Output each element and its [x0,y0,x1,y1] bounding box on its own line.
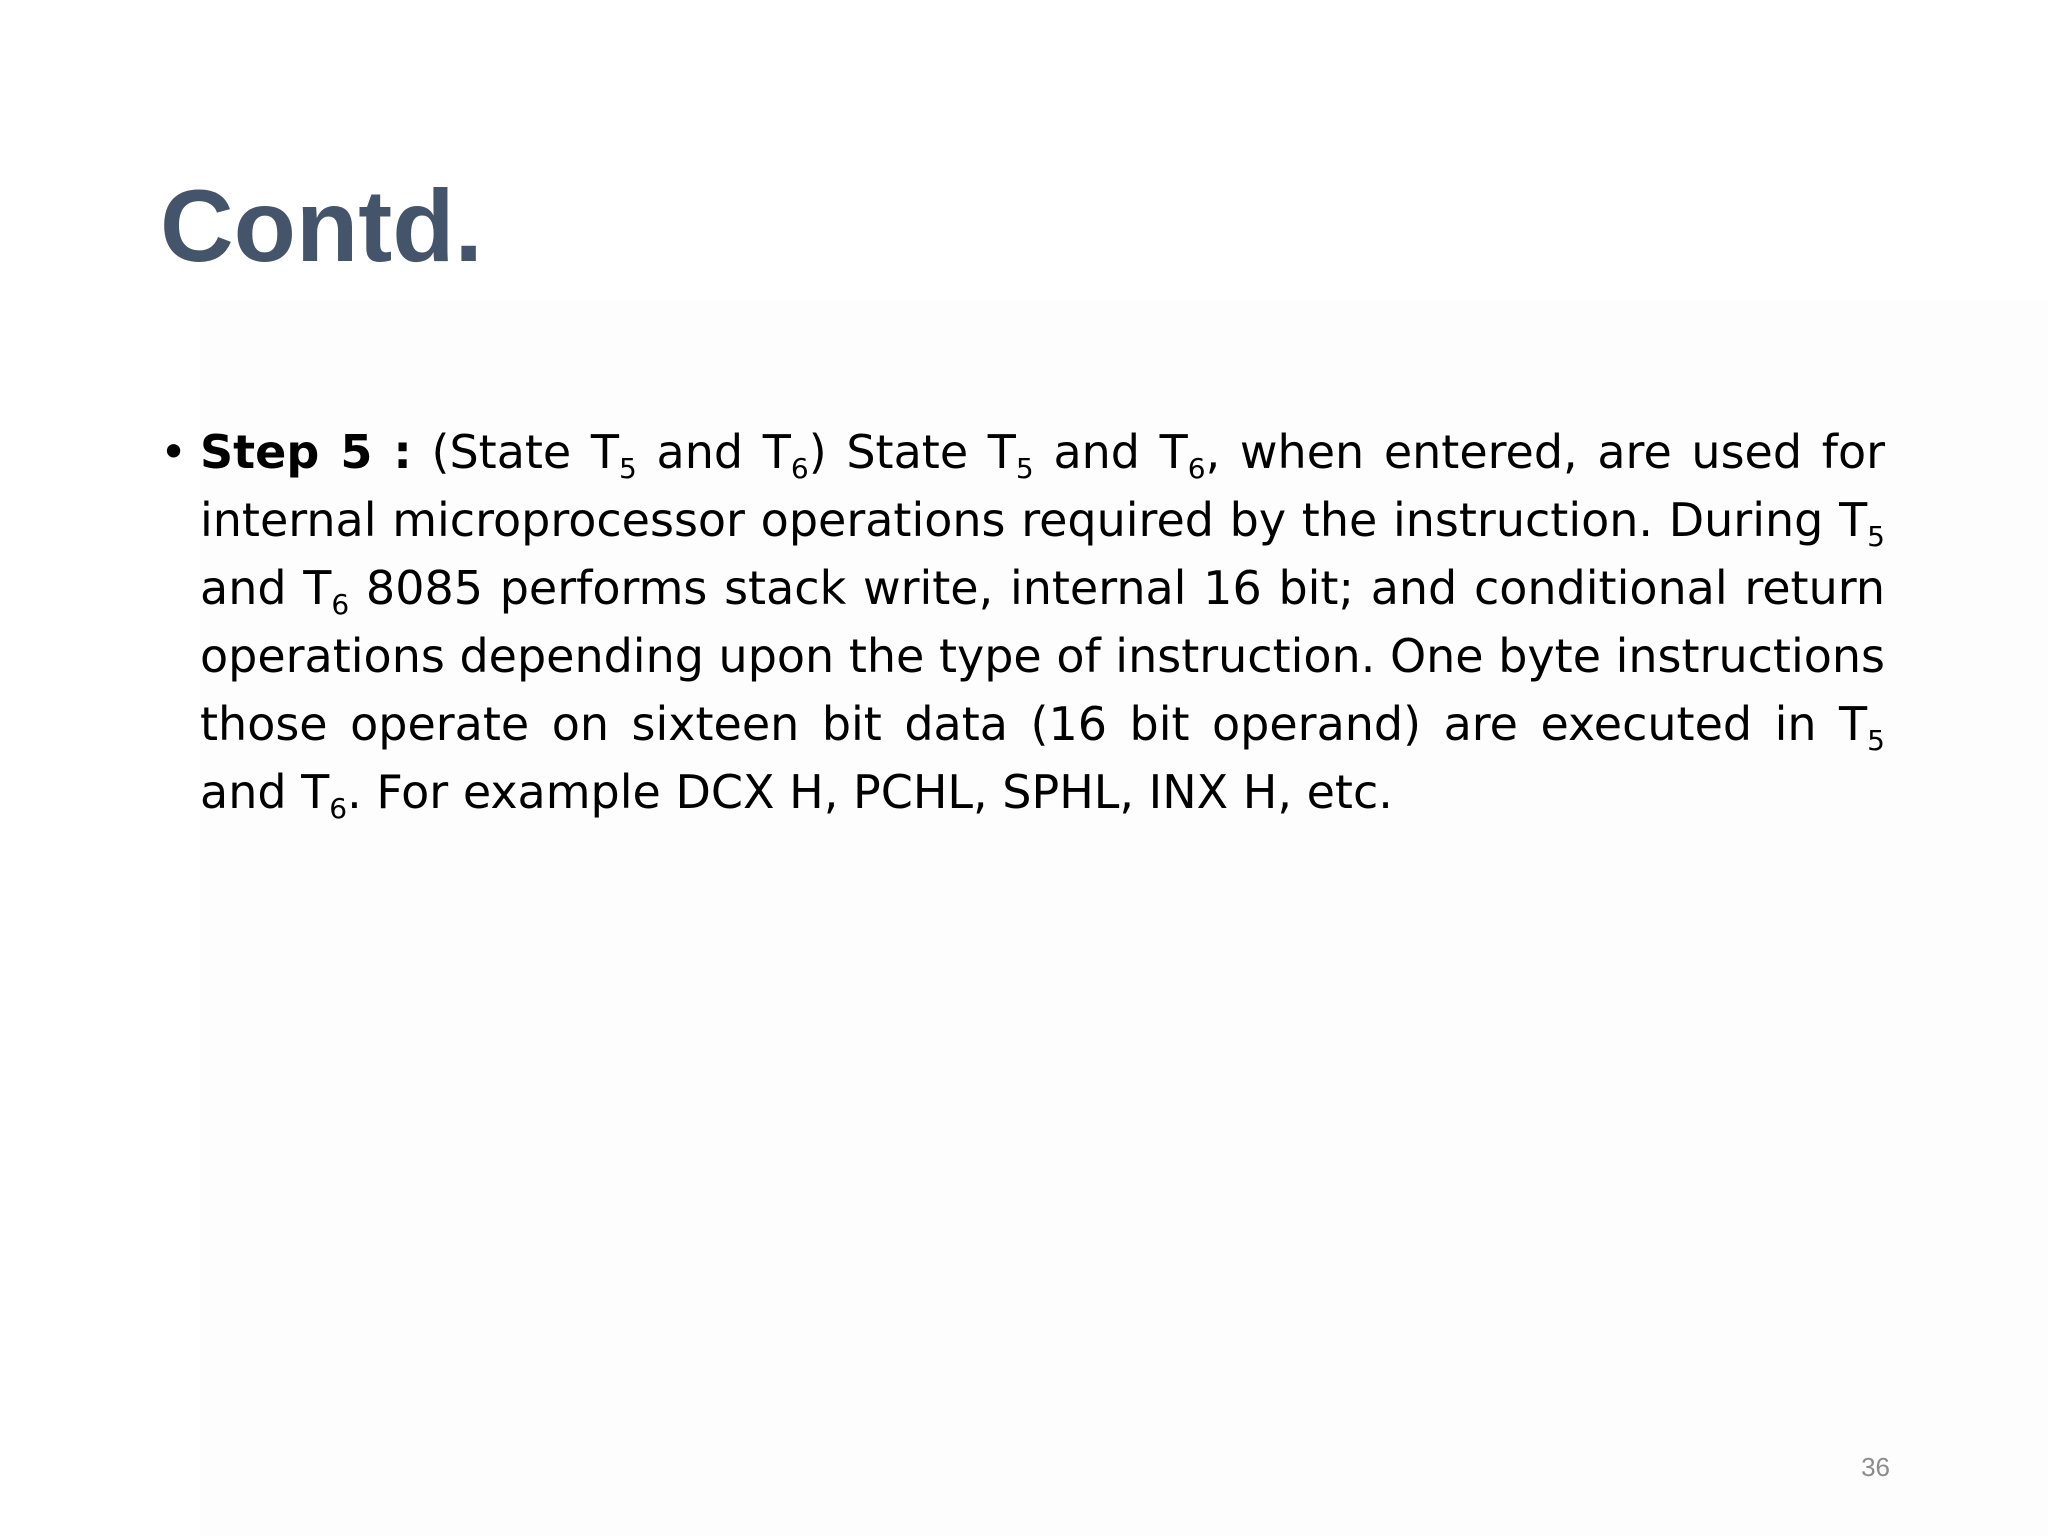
subscript: 6 [331,588,350,621]
bullet-list [160,418,1885,826]
text-segment: and T [200,561,332,615]
text-segment: (State T [411,425,620,479]
text-segment: , when entered, are used for internal microprocessor operations required by the instruction. During T [200,425,1885,547]
text-segment: . For example DCX H, PCHL, SPHL, INX H, etc. [347,765,1393,819]
slide-title: Contd. [160,169,483,283]
text-segment: and T [1033,425,1188,479]
subscript: 5 [1867,520,1885,553]
subscript: 5 [1867,724,1885,757]
subscript: 5 [619,452,637,485]
subscript: 6 [790,452,809,485]
text-segment: and T [636,425,791,479]
subscript: 6 [329,792,348,825]
text-segment: 8085 performs stack write, internal 16 bit; and conditional return operations depending upon the type of instruction. One byte instructions those operate on sixteen bit data (16 bit operand) are executed in T [200,561,1885,751]
page-number: 36 [1861,1452,1890,1482]
text-segment: ) State T [808,425,1016,479]
subscript: 6 [1187,452,1206,485]
step-label: Step 5 : [200,425,412,479]
text-segment: and T [200,765,330,819]
subscript: 5 [1015,452,1034,485]
bullet-item-step-5 [160,418,1885,826]
bullet-marker: • [160,425,188,479]
